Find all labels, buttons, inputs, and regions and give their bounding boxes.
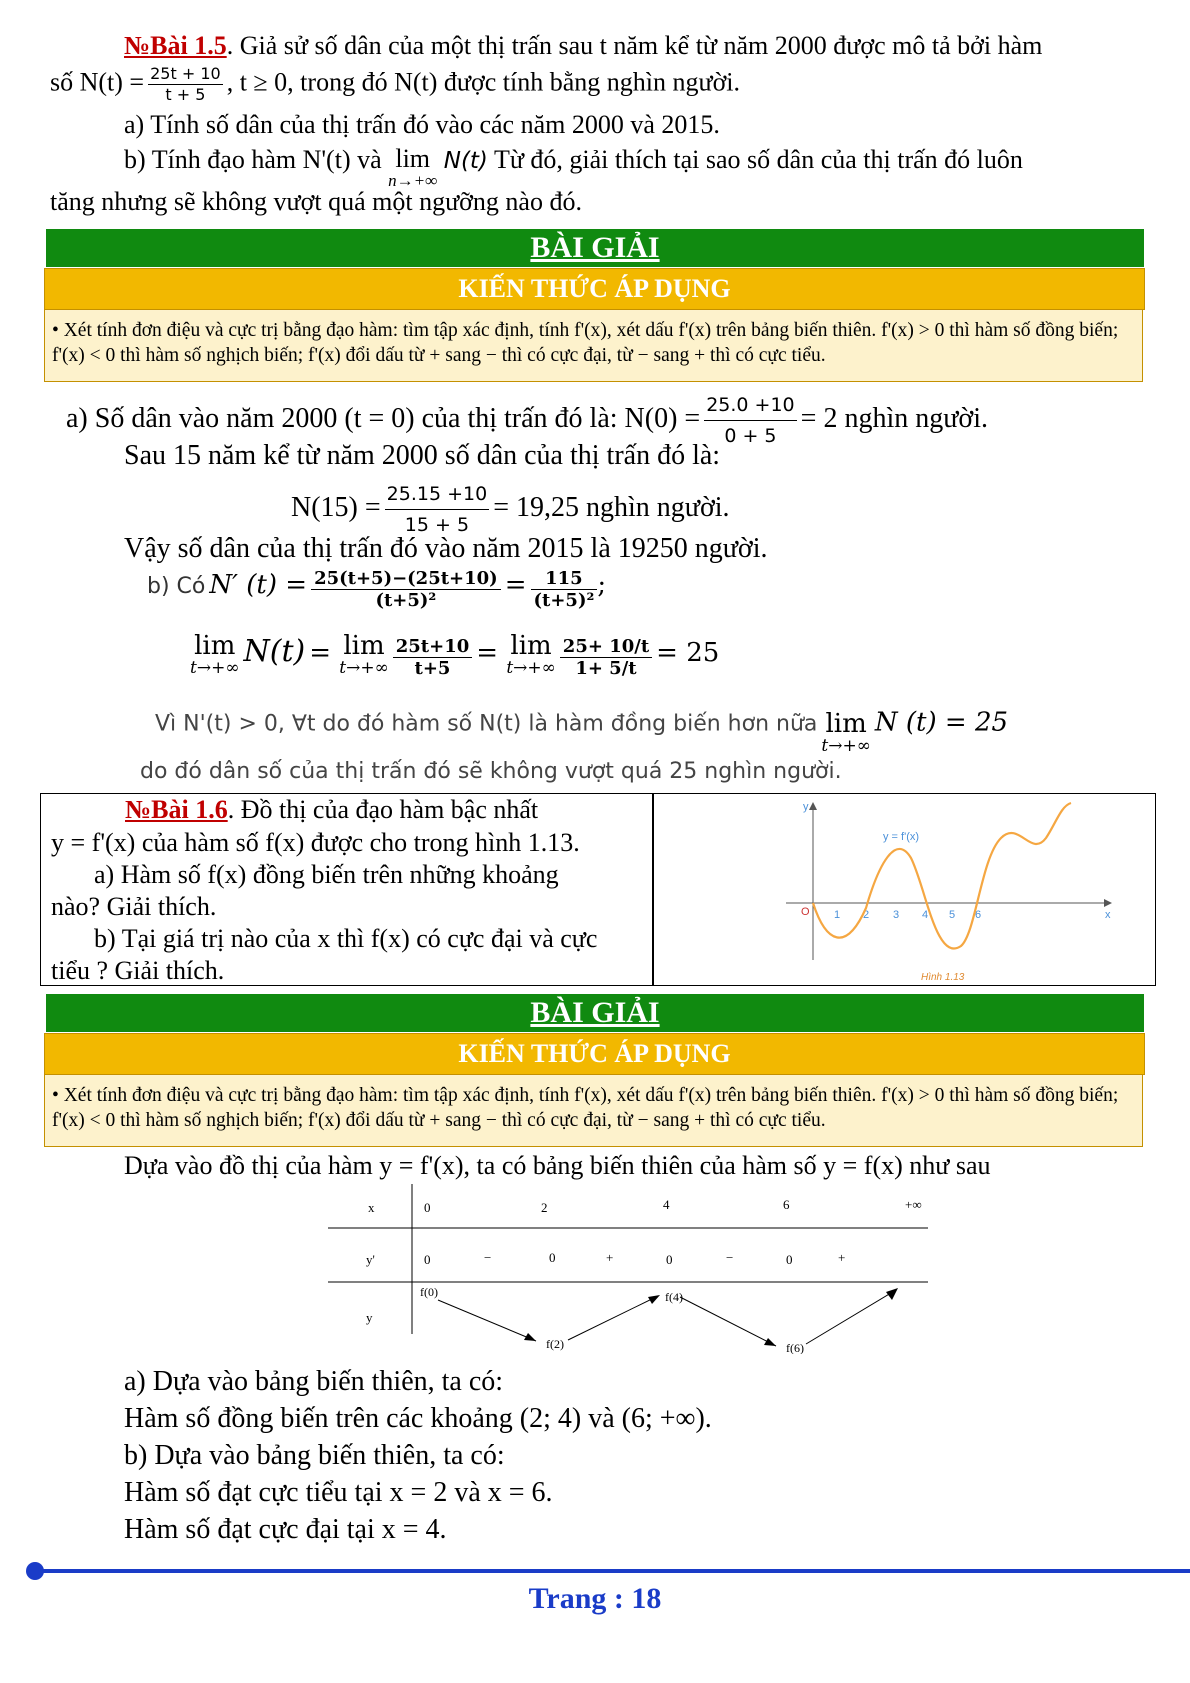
curve-label: y = f'(x) (883, 831, 920, 843)
bai15-intro: . Giả sử số dân của một thị trấn sau t năm kể từ năm 2000 được mô tả bởi hàm (226, 31, 1043, 60)
limit-fraction-1: $\frac{25t+10}{t+5}$ (393, 636, 473, 679)
bai16-line3: a) Hàm số f(x) đồng biến trên những khoảng (94, 860, 559, 889)
sol15-line2: Sau 15 năm kể từ năm 2000 số dân của thị trấn đó là: (124, 440, 721, 471)
sol16-b2: Hàm số đạt cực tiểu tại x = 2 và x = 6. (124, 1477, 553, 1508)
figure-caption: Hình 1.13 (921, 972, 965, 983)
sol15-derivative: b) Có N′ (t) = $\frac{25(t+5)-(25t+10)}{\text{(t+5)²}}$ = $\frac{115}{\text{(t+5)²}}$ ; (147, 568, 607, 611)
bai16-box (40, 793, 1156, 986)
derivative-fraction-1: $\frac{25(t+5)-(25t+10)}{\text{(t+5)²}}$ (311, 568, 501, 611)
tick-5: 5 (949, 909, 956, 921)
arrow-up-1 (568, 1296, 658, 1340)
table-yprime-label: y' (366, 1252, 375, 1267)
bai15-line2 (50, 64, 740, 105)
tick-4: 4 (922, 909, 929, 921)
sol15-part-a: a) Số dân vào năm 2000 (t = 0) của thị trấn đó là: N(0) = $\frac{25.0 +10}{0 + 5}$ = 2 nghìn người. (66, 390, 988, 451)
table-x-inf: +∞ (905, 1197, 922, 1212)
arrow-down-2 (680, 1297, 776, 1346)
table-yp-0d: 0 (786, 1252, 793, 1267)
table-yp-0: 0 (424, 1252, 431, 1267)
derivative-curve (813, 803, 1071, 948)
y-axis-label: y (803, 801, 809, 813)
arrow-down-2-head (764, 1338, 776, 1346)
sol15-line4: Vậy số dân của thị trấn đó vào năm 2015 là 19250 người. (124, 533, 768, 564)
table-yp-plus-2: + (838, 1250, 846, 1265)
bai15-domain-text: , t ≥ 0, trong đó N(t) được tính bằng nghìn người. (226, 67, 741, 97)
variation-table (328, 1184, 938, 1354)
sol16-a1: a) Dựa vào bảng biến thiên, ta có: (124, 1366, 504, 1397)
derivative-fraction-2: $\frac{115}{\text{(t+5)²}}$ (531, 568, 598, 611)
x-axis-label: x (1105, 909, 1111, 921)
arrow-up-1-head (648, 1295, 660, 1304)
applied-knowledge-band-2: KIẾN THỨC ÁP DỤNG (44, 1033, 1145, 1075)
x-axis-arrow (1104, 899, 1112, 907)
solution-title-band-2: BÀI GIẢI (46, 994, 1144, 1032)
bai15-fraction: $\frac{25t + 10}{t + 5}$ (150, 64, 221, 104)
tick-2: 2 (863, 909, 870, 921)
figure-derivative-graph (701, 798, 1121, 984)
sol16-a2: Hàm số đồng biến trên các khoảng (2; 4) và (6; +∞). (124, 1403, 712, 1434)
table-y-label: y (366, 1310, 373, 1325)
table-x-6: 6 (783, 1197, 790, 1212)
table-yp-plus-1: + (606, 1250, 614, 1265)
table-x-label: x (368, 1200, 375, 1215)
bai16-line1: №Bài 1.6. Đồ thị của đạo hàm bậc nhất (125, 795, 539, 824)
tick-3: 3 (893, 909, 900, 921)
bai16-line6: tiểu ? Giải thích. (51, 956, 225, 985)
knowledge-note-2: • Xét tính đơn điệu và cực trị bằng đạo hàm: tìm tập xác định, tính f'(x), xét dấu f'(x) trên bảng biến thiên. f'(x) > 0 thì hàm số đồng biến; f'(x) < 0 thì hàm số nghịch biến; f'(x) đổi dấu từ + sang − thì có cực đại, từ − sang + thì có cực tiểu. (44, 1074, 1143, 1147)
footer-line (34, 1569, 1190, 1573)
sol15-limit: lim t→+∞ N(t) = lim t→+∞ $\frac{25t+10}{t+5}$ = lim t→+∞ $\frac{25+ 10/t}{1+ 5/t}$ = 25 (190, 631, 720, 679)
sol15-vi-line: Vì N'(t) > 0, ∀t do đó hàm số N(t) là hàm đồng biến hơn nữa lim t→+∞ N (t) = 25 (155, 707, 1009, 756)
bai16-line4: nào? Giải thích. (51, 892, 217, 921)
table-f0: f(0) (420, 1285, 438, 1299)
bai16-line5: b) Tại giá trị nào của x thì f(x) có cực đại và cực (94, 924, 598, 953)
table-yp-minus-2: − (726, 1250, 734, 1265)
solution-title-band: BÀI GIẢI (46, 229, 1144, 267)
table-yp-minus-1: − (484, 1250, 492, 1265)
table-f6: f(6) (786, 1341, 804, 1354)
y-axis-arrow (809, 802, 817, 810)
table-yp-0c: 0 (666, 1252, 673, 1267)
sol15-n15: N(15) = $\frac{25.15 +10}{15 + 5}$ = 19,25 nghìn người. (291, 479, 730, 540)
tick-6: 6 (975, 909, 982, 921)
arrow-down-1-head (524, 1333, 536, 1341)
table-x-0: 0 (424, 1200, 431, 1215)
limit-symbol: lim n→+∞ (388, 144, 438, 190)
page-number: Trang : 18 (528, 1582, 662, 1615)
table-yp-0b: 0 (549, 1250, 556, 1265)
knowledge-note: • Xét tính đơn điệu và cực trị bằng đạo hàm: tìm tập xác định, tính f'(x), xét dấu f'(x) trên bảng biến thiên. f'(x) > 0 thì hàm số đồng biến; f'(x) < 0 thì hàm số nghịch biến; f'(x) đổi dấu từ + sang − thì có cực đại, từ − sang + thì có cực tiểu. (44, 309, 1143, 382)
arrow-down-1 (438, 1300, 536, 1341)
n0-fraction: $\frac{25.0 +10}{0 + 5}$ (704, 390, 796, 451)
bai16-line2: y = f'(x) của hàm số f(x) được cho trong hình 1.13. (51, 828, 580, 857)
bai15-question-b: b) Tính đạo hàm N'(t) và lim n→+∞ N(t) Từ đó, giải thích tại sao số dân của thị trấn đó luôn (124, 144, 1023, 190)
tick-1: 1 (834, 909, 841, 921)
sol16-b1: b) Dựa vào bảng biến thiên, ta có: (124, 1440, 505, 1471)
bai15-line1 (124, 30, 1042, 62)
limit-fraction-2: $\frac{25+ 10/t}{1+ 5/t}$ (560, 636, 652, 679)
table-x-2: 2 (541, 1200, 548, 1215)
arrow-up-2-head (886, 1288, 898, 1300)
table-f2: f(2) (546, 1337, 564, 1351)
bai16-divider (652, 794, 654, 985)
sol16-b3: Hàm số đạt cực đại tại x = 4. (124, 1514, 447, 1545)
bai15-func-label: số N(t) = (50, 67, 145, 97)
bai15-question-b-cont: tăng nhưng sẽ không vượt quá một ngưỡng nào đó. (50, 187, 582, 216)
arrow-up-2 (806, 1290, 896, 1344)
origin-label: O (801, 906, 810, 918)
bai15-label: №Bài 1.5 (124, 31, 227, 60)
bai15-question-a: a) Tính số dân của thị trấn đó vào các năm 2000 và 2015. (124, 110, 720, 139)
bai16-label: №Bài 1.6 (125, 795, 228, 824)
table-f4: f(4) (665, 1290, 683, 1304)
n15-fraction: $\frac{25.15 +10}{15 + 5}$ (385, 479, 490, 540)
table-x-4: 4 (663, 1197, 670, 1212)
sol15-conclusion: do đó dân số của thị trấn đó sẽ không vượt quá 25 nghìn người. (140, 759, 842, 784)
applied-knowledge-band: KIẾN THỨC ÁP DỤNG (44, 268, 1145, 310)
sol16-intro: Dựa vào đồ thị của hàm y = f'(x), ta có bảng biến thiên của hàm số y = f(x) như sau (124, 1151, 991, 1180)
